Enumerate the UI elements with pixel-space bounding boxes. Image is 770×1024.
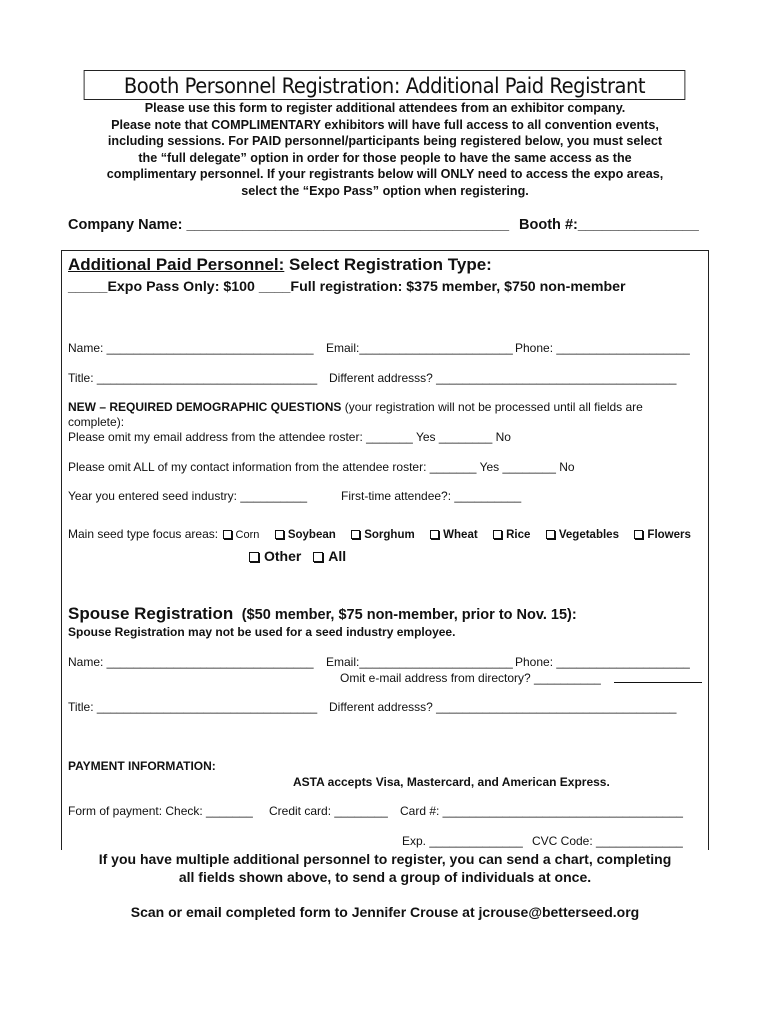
payment-check-field[interactable]: Form of payment: Check: _______ <box>68 804 253 818</box>
focus-option-rice[interactable] <box>493 529 530 541</box>
card-number-field[interactable]: Card #: ____________________________________ <box>400 804 683 818</box>
booth-number-field[interactable]: Booth #:_______________ <box>519 217 699 233</box>
option-label: Soybean <box>287 529 336 541</box>
focus-extra-row <box>249 548 346 564</box>
spouse-heading-price: ($50 member, $75 non-member, prior to Nov. 15): <box>241 607 577 623</box>
option-label: Rice <box>506 529 531 541</box>
attendee-title-field[interactable]: Title: _________________________________ <box>68 371 318 385</box>
intro-line: select the “Expo Pass” option when registering. <box>241 183 529 198</box>
checkbox-icon[interactable] <box>313 552 323 562</box>
company-name-field[interactable]: Company Name: ________________________________________ <box>68 217 510 233</box>
checkbox-icon[interactable] <box>275 530 284 539</box>
cvc-field[interactable]: CVC Code: _____________ <box>532 834 683 848</box>
payment-accepts: ASTA accepts Visa, Mastercard, and American Express. <box>293 775 610 789</box>
demographic-heading-bold: NEW – REQUIRED DEMOGRAPHIC QUESTIONS <box>68 400 342 414</box>
payment-heading: PAYMENT INFORMATION: <box>68 759 216 773</box>
registration-type-options[interactable]: _____Expo Pass Only: $100 ____Full registration: $375 member, $750 non-member <box>68 279 626 295</box>
option-label: Sorghum <box>364 529 415 541</box>
spouse-address-field[interactable]: Different addresss? ____________________________________ <box>329 700 677 714</box>
checkbox-icon[interactable] <box>223 530 232 539</box>
spouse-note: Spouse Registration may not be used for a seed industry employee. <box>68 625 456 639</box>
additional-heading-rest: Select Registration Type: <box>284 255 492 274</box>
checkbox-icon[interactable] <box>634 530 643 539</box>
focus-option-other[interactable] <box>249 548 301 564</box>
focus-option-vegetables[interactable] <box>546 529 619 541</box>
credit-card-field[interactable]: Credit card: ________ <box>269 804 388 818</box>
focus-areas-label: Main seed type focus areas: <box>68 527 219 541</box>
option-label: All <box>328 548 347 564</box>
demographic-heading-cont: complete): <box>68 415 125 429</box>
spouse-phone-field[interactable]: Phone: ____________________ <box>515 655 690 669</box>
option-label: Corn <box>235 529 260 541</box>
intro-line: complimentary personnel. If your registrants below will ONLY need to access the expo areas, <box>106 167 664 182</box>
form-title: Booth Personnel Registration: Additional Paid Registrant <box>84 70 686 100</box>
option-label: Other <box>264 548 302 564</box>
omit-directory-field[interactable]: Omit e-mail address from directory? __________ <box>340 671 601 685</box>
year-entered-field[interactable]: Year you entered seed industry: __________ <box>68 489 308 503</box>
option-label: Flowers <box>647 529 691 541</box>
spouse-title-field[interactable]: Title: _________________________________ <box>68 700 318 714</box>
closing-line-2: all fields shown above, to send a group of individuals at once. <box>178 869 592 885</box>
spouse-email-field[interactable]: Email:_______________________ <box>326 655 513 669</box>
focus-option-wheat[interactable] <box>430 529 478 541</box>
focus-areas-row <box>68 525 691 543</box>
focus-option-soybean[interactable] <box>275 529 336 541</box>
attendee-name-field[interactable]: Name: _______________________________ <box>68 341 314 355</box>
option-label: Wheat <box>443 529 478 541</box>
company-line <box>68 217 699 233</box>
closing-line-1: If you have multiple additional personnel to register, you can send a chart, completing <box>98 851 672 867</box>
checkbox-icon[interactable] <box>546 530 555 539</box>
first-time-field[interactable]: First-time attendee?: __________ <box>341 489 522 503</box>
checkbox-icon[interactable] <box>249 552 259 562</box>
spouse-heading <box>68 604 577 624</box>
focus-option-all[interactable] <box>313 548 346 564</box>
intro-line: Please note that COMPLIMENTARY exhibitors will have full access to all convention events, <box>111 117 659 132</box>
checkbox-icon[interactable] <box>430 530 439 539</box>
scan-email-instruction: Scan or email completed form to Jennifer Crouse at jcrouse@betterseed.org <box>130 904 640 920</box>
spouse-heading-label: Spouse Registration <box>68 604 234 623</box>
focus-option-corn[interactable] <box>223 529 260 541</box>
option-label: Vegetables <box>558 529 619 541</box>
omit-directory-underline <box>614 682 702 683</box>
demographic-heading-rest: (your registration will not be processed until all fields are <box>341 400 643 414</box>
spouse-name-field[interactable]: Name: _______________________________ <box>68 655 314 669</box>
intro-line: Please use this form to register additional attendees from an exhibitor company. <box>144 101 626 115</box>
intro-line: including sessions. For PAID personnel/participants being registered below, you must select <box>107 134 663 149</box>
intro-line: the “full delegate” option in order for those people to have the same access as the <box>138 150 632 165</box>
omit-contact-question[interactable]: Please omit ALL of my contact information from the attendee roster: _______ Yes ________ No <box>68 460 575 474</box>
expiration-field[interactable]: Exp. ______________ <box>402 834 523 848</box>
omit-email-question[interactable]: Please omit my email address from the attendee roster: _______ Yes ________ No <box>68 430 511 444</box>
checkbox-icon[interactable] <box>351 530 360 539</box>
focus-option-flowers[interactable] <box>634 529 690 541</box>
attendee-phone-field[interactable]: Phone: ____________________ <box>515 341 690 355</box>
checkbox-icon[interactable] <box>493 530 502 539</box>
focus-option-sorghum[interactable] <box>351 529 414 541</box>
demographic-heading <box>68 400 643 414</box>
additional-heading-label: Additional Paid Personnel: <box>68 255 285 274</box>
attendee-email-field[interactable]: Email:_______________________ <box>326 341 513 355</box>
intro-paragraph <box>60 100 710 200</box>
additional-heading <box>68 255 492 275</box>
attendee-address-field[interactable]: Different addresss? ____________________________________ <box>329 371 677 385</box>
